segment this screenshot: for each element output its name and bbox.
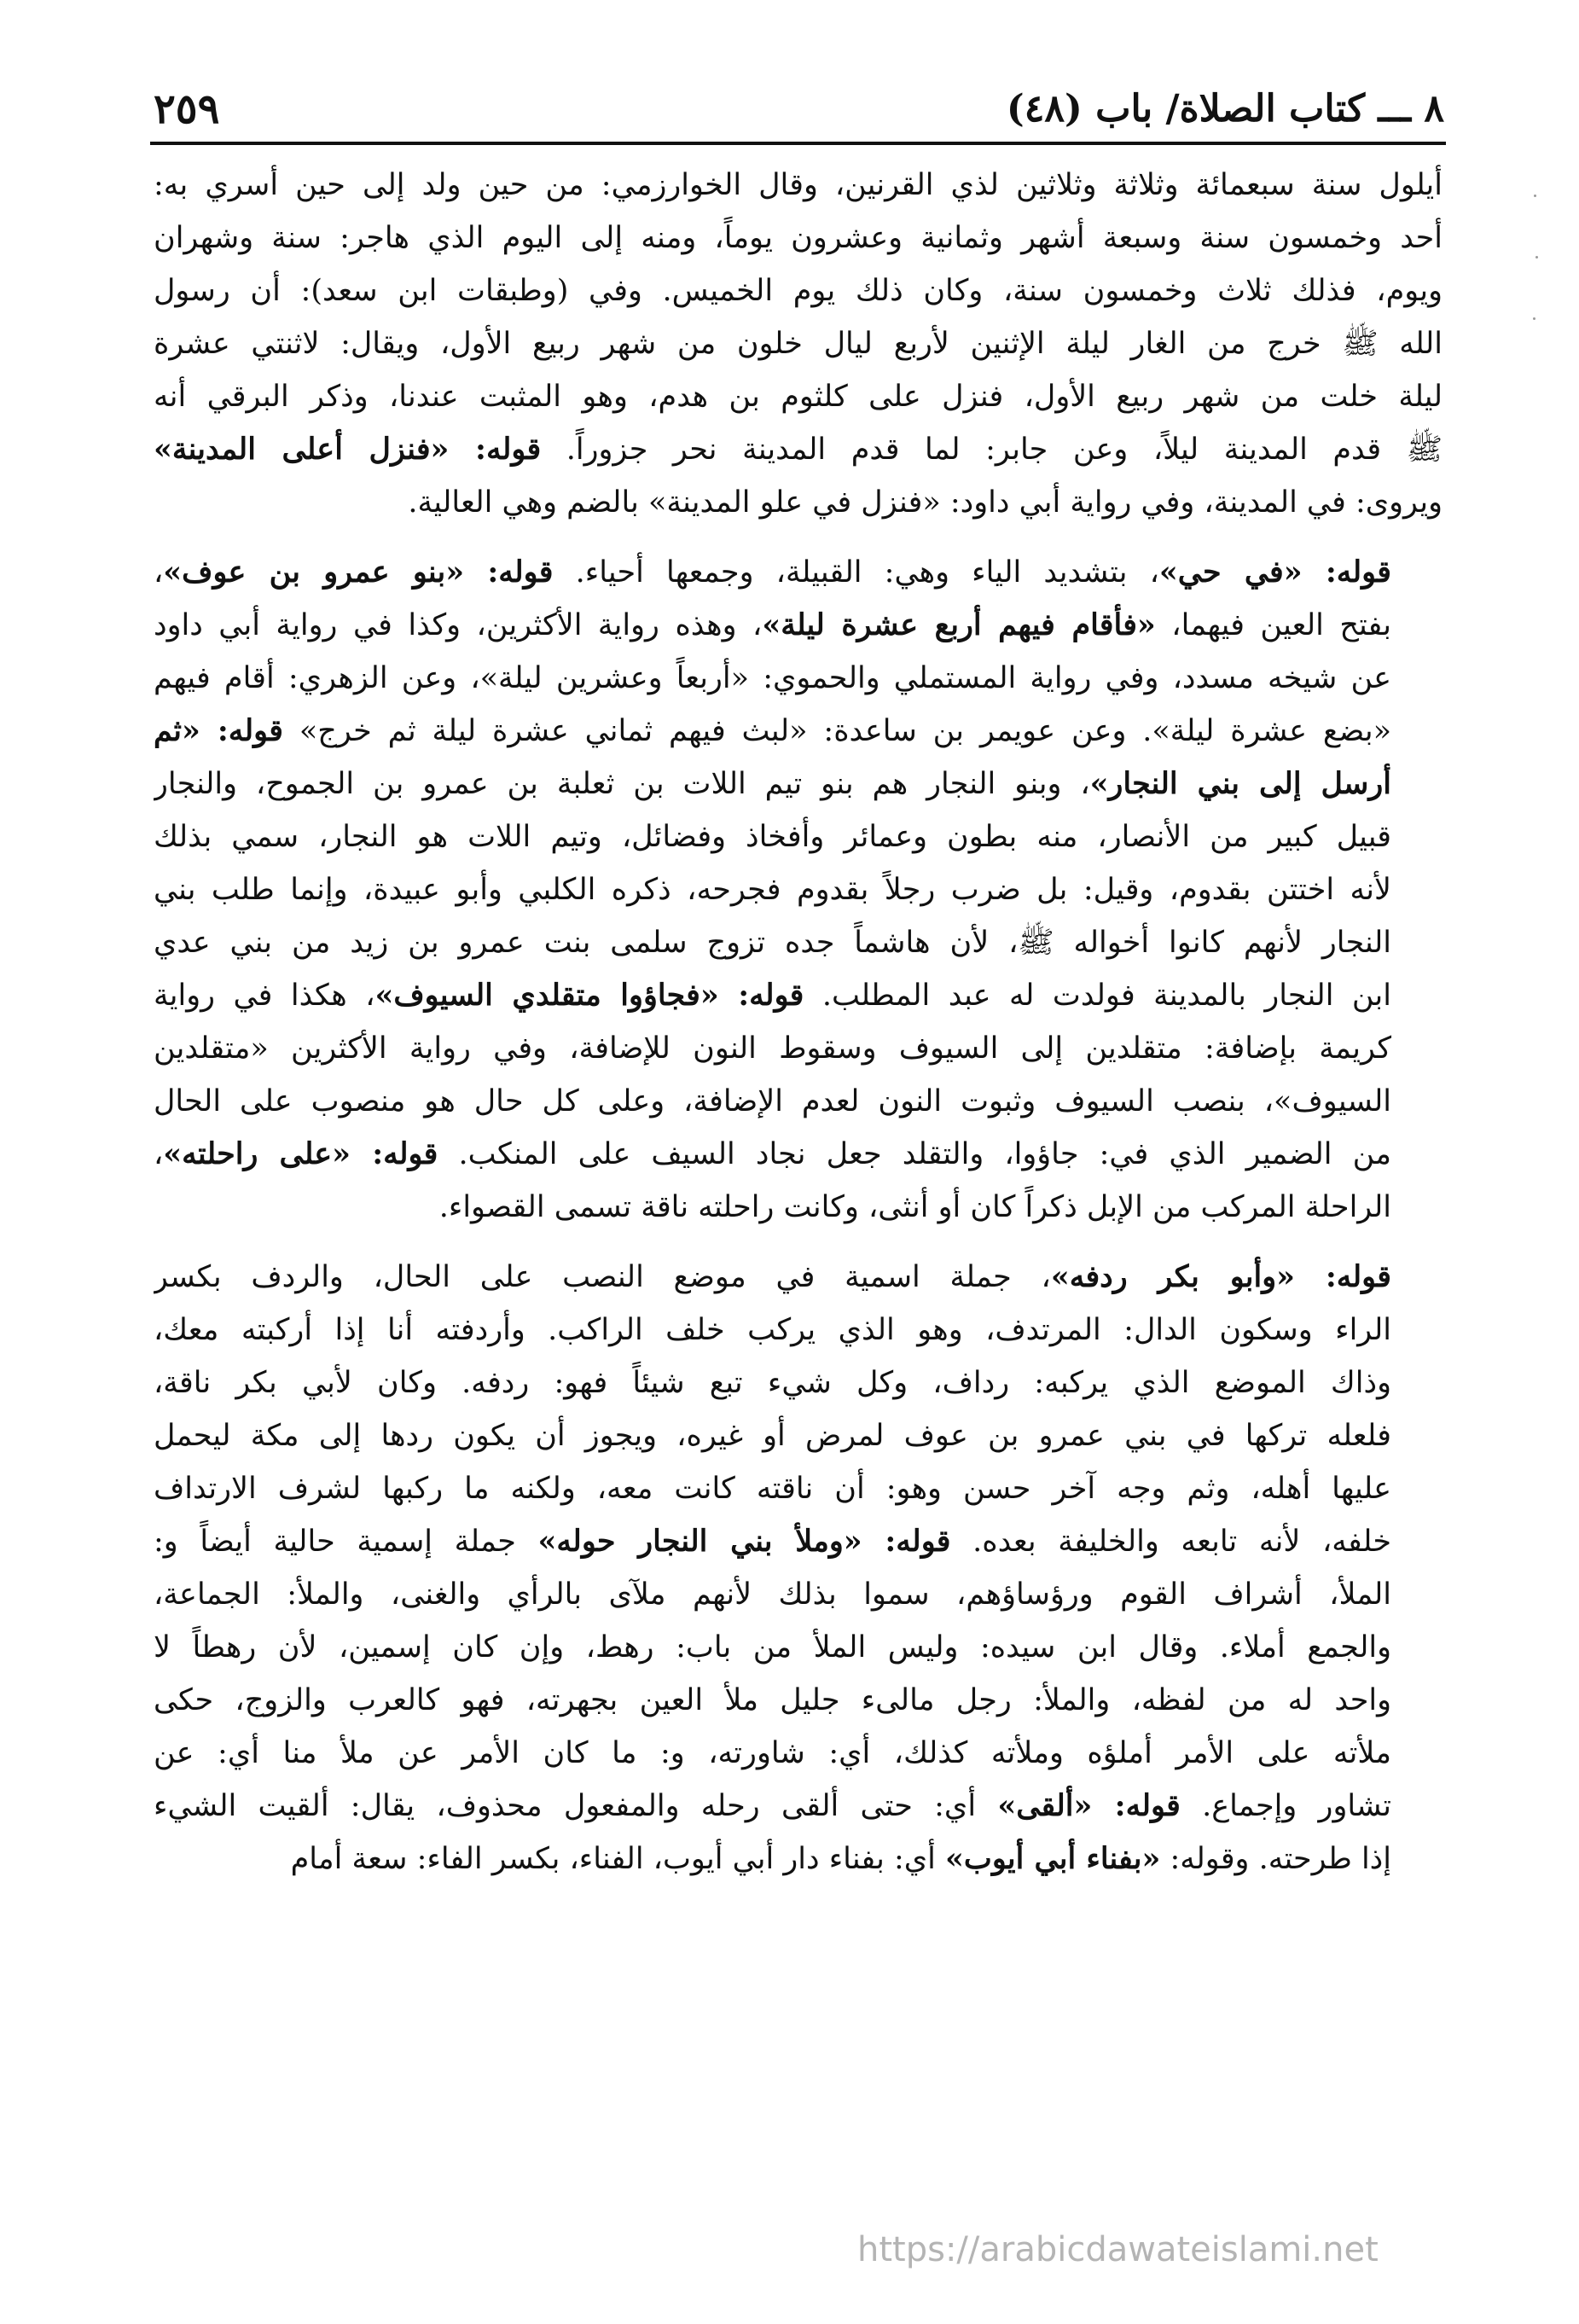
- text-line: [154, 1462, 1443, 1515]
- text-line: [154, 370, 1443, 423]
- text-line: [154, 264, 1443, 317]
- page-header: [154, 82, 1444, 143]
- text-line: [154, 1251, 1443, 1304]
- header-rule: [150, 142, 1446, 145]
- quoted-lemma: قوله: «على راحلته»: [163, 1136, 438, 1171]
- text-run: ، بتشديد الياء وهي: القبيلة، وجمعها أحياء.: [553, 555, 1159, 590]
- text-run: ، وبنو النجار هم بنو تيم اللات بن ثعلبة بن عمرو بن الجموح، والنجار: [154, 767, 1090, 801]
- text-line: [154, 1181, 1443, 1234]
- text-line: [154, 916, 1443, 969]
- text-run: الراحلة المركب من الإبل ذكراً كان أو أنثى، وكانت راحلته ناقة تسمى القصواء.: [438, 1190, 1391, 1224]
- quoted-lemma: قوله: «وأبو بكر ردفه»: [1050, 1259, 1391, 1294]
- paragraph: [154, 546, 1443, 1234]
- text-run: جملة إسمية حالية أيضاً و:: [154, 1525, 538, 1559]
- text-run: «بضع عشرة ليلة». وعن عويمر بن ساعدة: «لبث فيهم ثماني عشرة ليلة ثم خرج»: [282, 714, 1391, 748]
- text-run: الراء وسكون الدال: المرتدف، وهو الذي يركب خلف الراكب. وأردفته أنا إذا أركبته معك،: [154, 1313, 1391, 1347]
- text-run: الله ﷺ خرج من الغار ليلة الإثنين لأربع ليال خلون من شهر ربيع الأول، ويقال: لاثنتي عشرة: [154, 327, 1443, 361]
- text-run: عليها أهله، وثم وجه آخر حسن وهو: أن ناقته كانت معه، ولكنه ما ركبها لشرف الارتداف: [154, 1472, 1391, 1506]
- text-line: [154, 758, 1443, 810]
- text-line: [154, 1515, 1443, 1568]
- text-line: [154, 1075, 1443, 1128]
- text-line: [154, 317, 1443, 370]
- text-run: فلعله تركها في بني عمرو بن عوف لمرض أو غيره، ويجوز أن يكون ردها إلى مكة ليحمل: [154, 1419, 1391, 1453]
- text-run: خلفه، لأنه تابعه والخليفة بعده.: [950, 1525, 1391, 1559]
- text-line: [154, 1727, 1443, 1780]
- quoted-lemma: قوله: «فنزل أعلى المدينة»: [154, 432, 542, 467]
- text-run: من الضمير الذي في: جاؤوا، والتقلد جعل نجاد السيف على المنكب.: [438, 1137, 1391, 1171]
- text-run: والجمع أملاء. وقال ابن سيده: وليس الملأ من باب: رهط، وإن كان إسمين، لأن رهطاً لا: [154, 1630, 1391, 1665]
- quoted-lemma: قوله: «في حي»: [1158, 555, 1391, 590]
- text-run: لأنه اختتن بقدوم، وقيل: بل ضرب رجلاً بقدوم فجرحه، ذكره الكلبي وأبو عبيدة، وإنما طلب بني: [154, 873, 1391, 907]
- text-line: [154, 1357, 1443, 1409]
- text-run: واحد له من لفظه، والملأ: رجل مالىء جليل ملأ العين بجهرته، فهو كالعرب والزوج، حكى: [154, 1683, 1391, 1717]
- text-run: وذاك الموضع الذي يركبه: رداف، وكل شيء تبع شيئاً فهو: ردفه. وكان لأبي بكر ناقة،: [154, 1366, 1391, 1400]
- quoted-lemma: «بفناء أبي أيوب»: [945, 1841, 1161, 1876]
- text-run: ، هكذا في رواية: [154, 979, 375, 1013]
- text-line: [154, 1128, 1443, 1181]
- text-run: تشاور وإجماع.: [1180, 1789, 1391, 1823]
- text-line: [154, 212, 1443, 264]
- text-run: إذا طرحته. وقوله:: [1160, 1842, 1391, 1876]
- text-line: [154, 969, 1443, 1022]
- paragraph: [154, 159, 1443, 529]
- text-run: أيلول سنة سبعمائة وثلاثة وثلاثين لذي القرنين، وقال الخوارزمي: من حين ولد إلى حين أسري به:: [154, 168, 1443, 202]
- text-line: [154, 1833, 1443, 1885]
- text-line: [154, 599, 1443, 652]
- text-run: ابن النجار بالمدينة فولدت له عبد المطلب.: [804, 979, 1392, 1013]
- text-run: أي: بفناء دار أبي أيوب، الفناء، بكسر الفاء: سعة أمام: [290, 1842, 945, 1876]
- text-line: [154, 1304, 1443, 1357]
- quoted-lemma: قوله: «ثم: [154, 713, 283, 748]
- text-line: [154, 705, 1443, 758]
- text-line: [154, 1022, 1443, 1075]
- paragraph: [154, 1251, 1443, 1885]
- running-title: ٨ ـــ كتاب الصلاة/ باب (٤٨): [1006, 87, 1444, 131]
- text-line: [154, 1674, 1443, 1727]
- scan-speck: [1535, 256, 1538, 259]
- text-line: [154, 863, 1443, 916]
- text-run: ويوم، فذلك ثلاث وخمسون سنة، وكان ذلك يوم الخميس. وفي (وطبقات ابن سعد): أن رسول: [154, 274, 1443, 308]
- page-number: ٢٥٩: [154, 85, 220, 133]
- text-line: [154, 1409, 1443, 1462]
- text-run: الملأ، أشراف القوم ورؤساؤهم، سموا بذلك لأنهم ملآى بالرأي والغنى، والملأ: الجماعة،: [154, 1577, 1391, 1612]
- text-run: ملأته على الأمر أملؤه وملأته كذلك، أي: شاورته، و: ما كان الأمر عن ملأ منا أي: عن: [154, 1736, 1391, 1770]
- text-line: [154, 1780, 1443, 1833]
- text-run: ليلة خلت من شهر ربيع الأول، فنزل على كلثوم بن هدم، وهو المثبت عندنا، وذكر البرقي أنه: [154, 380, 1443, 414]
- text-run: ،: [154, 1137, 164, 1171]
- quoted-lemma: أرسل إلى بني النجار»: [1089, 766, 1391, 801]
- text-run: ،: [154, 555, 164, 590]
- text-run: ويروى: في المدينة، وفي رواية أبي داود: «فنزل في علو المدينة» بالضم وهي العالية.: [408, 485, 1443, 520]
- text-run: ، وهذه رواية الأكثرين، وكذا في رواية أبي داود: [154, 608, 763, 642]
- text-run: ، جملة اسمية في موضع النصب على الحال، والردف بكسر: [154, 1260, 1051, 1294]
- text-line: [154, 423, 1443, 476]
- text-line: [154, 159, 1443, 212]
- text-line: [154, 476, 1443, 529]
- text-line: [154, 1621, 1443, 1674]
- quoted-lemma: «فأقام فيهم أربع عشرة ليلة»: [762, 607, 1156, 642]
- quoted-lemma: قوله: «وملأ بني النجار حوله»: [537, 1524, 951, 1559]
- text-run: النجار لأنهم كانوا أخواله ﷺ، لأن هاشماً جده تزوج سلمى بنت عمرو بن زيد من بني عدي: [154, 926, 1391, 960]
- text-run: كريمة بإضافة: متقلدين إلى السيوف وسقوط النون للإضافة، وفي رواية الأكثرين «متقلدين: [154, 1031, 1391, 1066]
- text-line: [154, 1568, 1443, 1621]
- scan-speck: [1533, 317, 1535, 320]
- text-run: عن شيخه مسدد، وفي رواية المستملي والحموي: «أربعاً وعشرين ليلة»، وعن الزهري: أقام فيهم: [154, 661, 1391, 695]
- scan-speck: [1534, 195, 1536, 197]
- text-line: [154, 546, 1443, 599]
- quoted-lemma: قوله: «بنو عمرو بن عوف»: [163, 555, 554, 590]
- text-run: السيوف»، بنصب السيوف وثبوت النون لعدم الإضافة، وعلى كل حال هو منصوب على الحال: [154, 1084, 1391, 1118]
- watermark-url: https://arabicdawateislami.net: [857, 2230, 1379, 2269]
- text-run: قبيل كبير من الأنصار، منه بطون وعمائر وأفخاذ وفضائل، وتيم اللات هو النجار، سمي بذلك: [154, 820, 1391, 854]
- text-line: [154, 652, 1443, 705]
- quoted-lemma: قوله: «ألقى»: [997, 1788, 1181, 1823]
- text-run: بفتح العين فيهما،: [1155, 608, 1392, 642]
- commentary-text: [154, 159, 1443, 2230]
- text-line: [154, 810, 1443, 863]
- text-run: أي: حتى ألقى رحله والمفعول محذوف، يقال: ألقيت الشيء: [154, 1789, 998, 1823]
- quoted-lemma: قوله: «فجاؤوا متقلدي السيوف»: [374, 978, 804, 1013]
- text-run: ﷺ قدم المدينة ليلاً، وعن جابر: لما قدم المدينة نحر جزوراً.: [541, 433, 1443, 467]
- text-run: أحد وخمسون سنة وسبعة أشهر وثمانية وعشرون يوماً، ومنه إلى اليوم الذي هاجر: سنة وشهران: [154, 221, 1443, 255]
